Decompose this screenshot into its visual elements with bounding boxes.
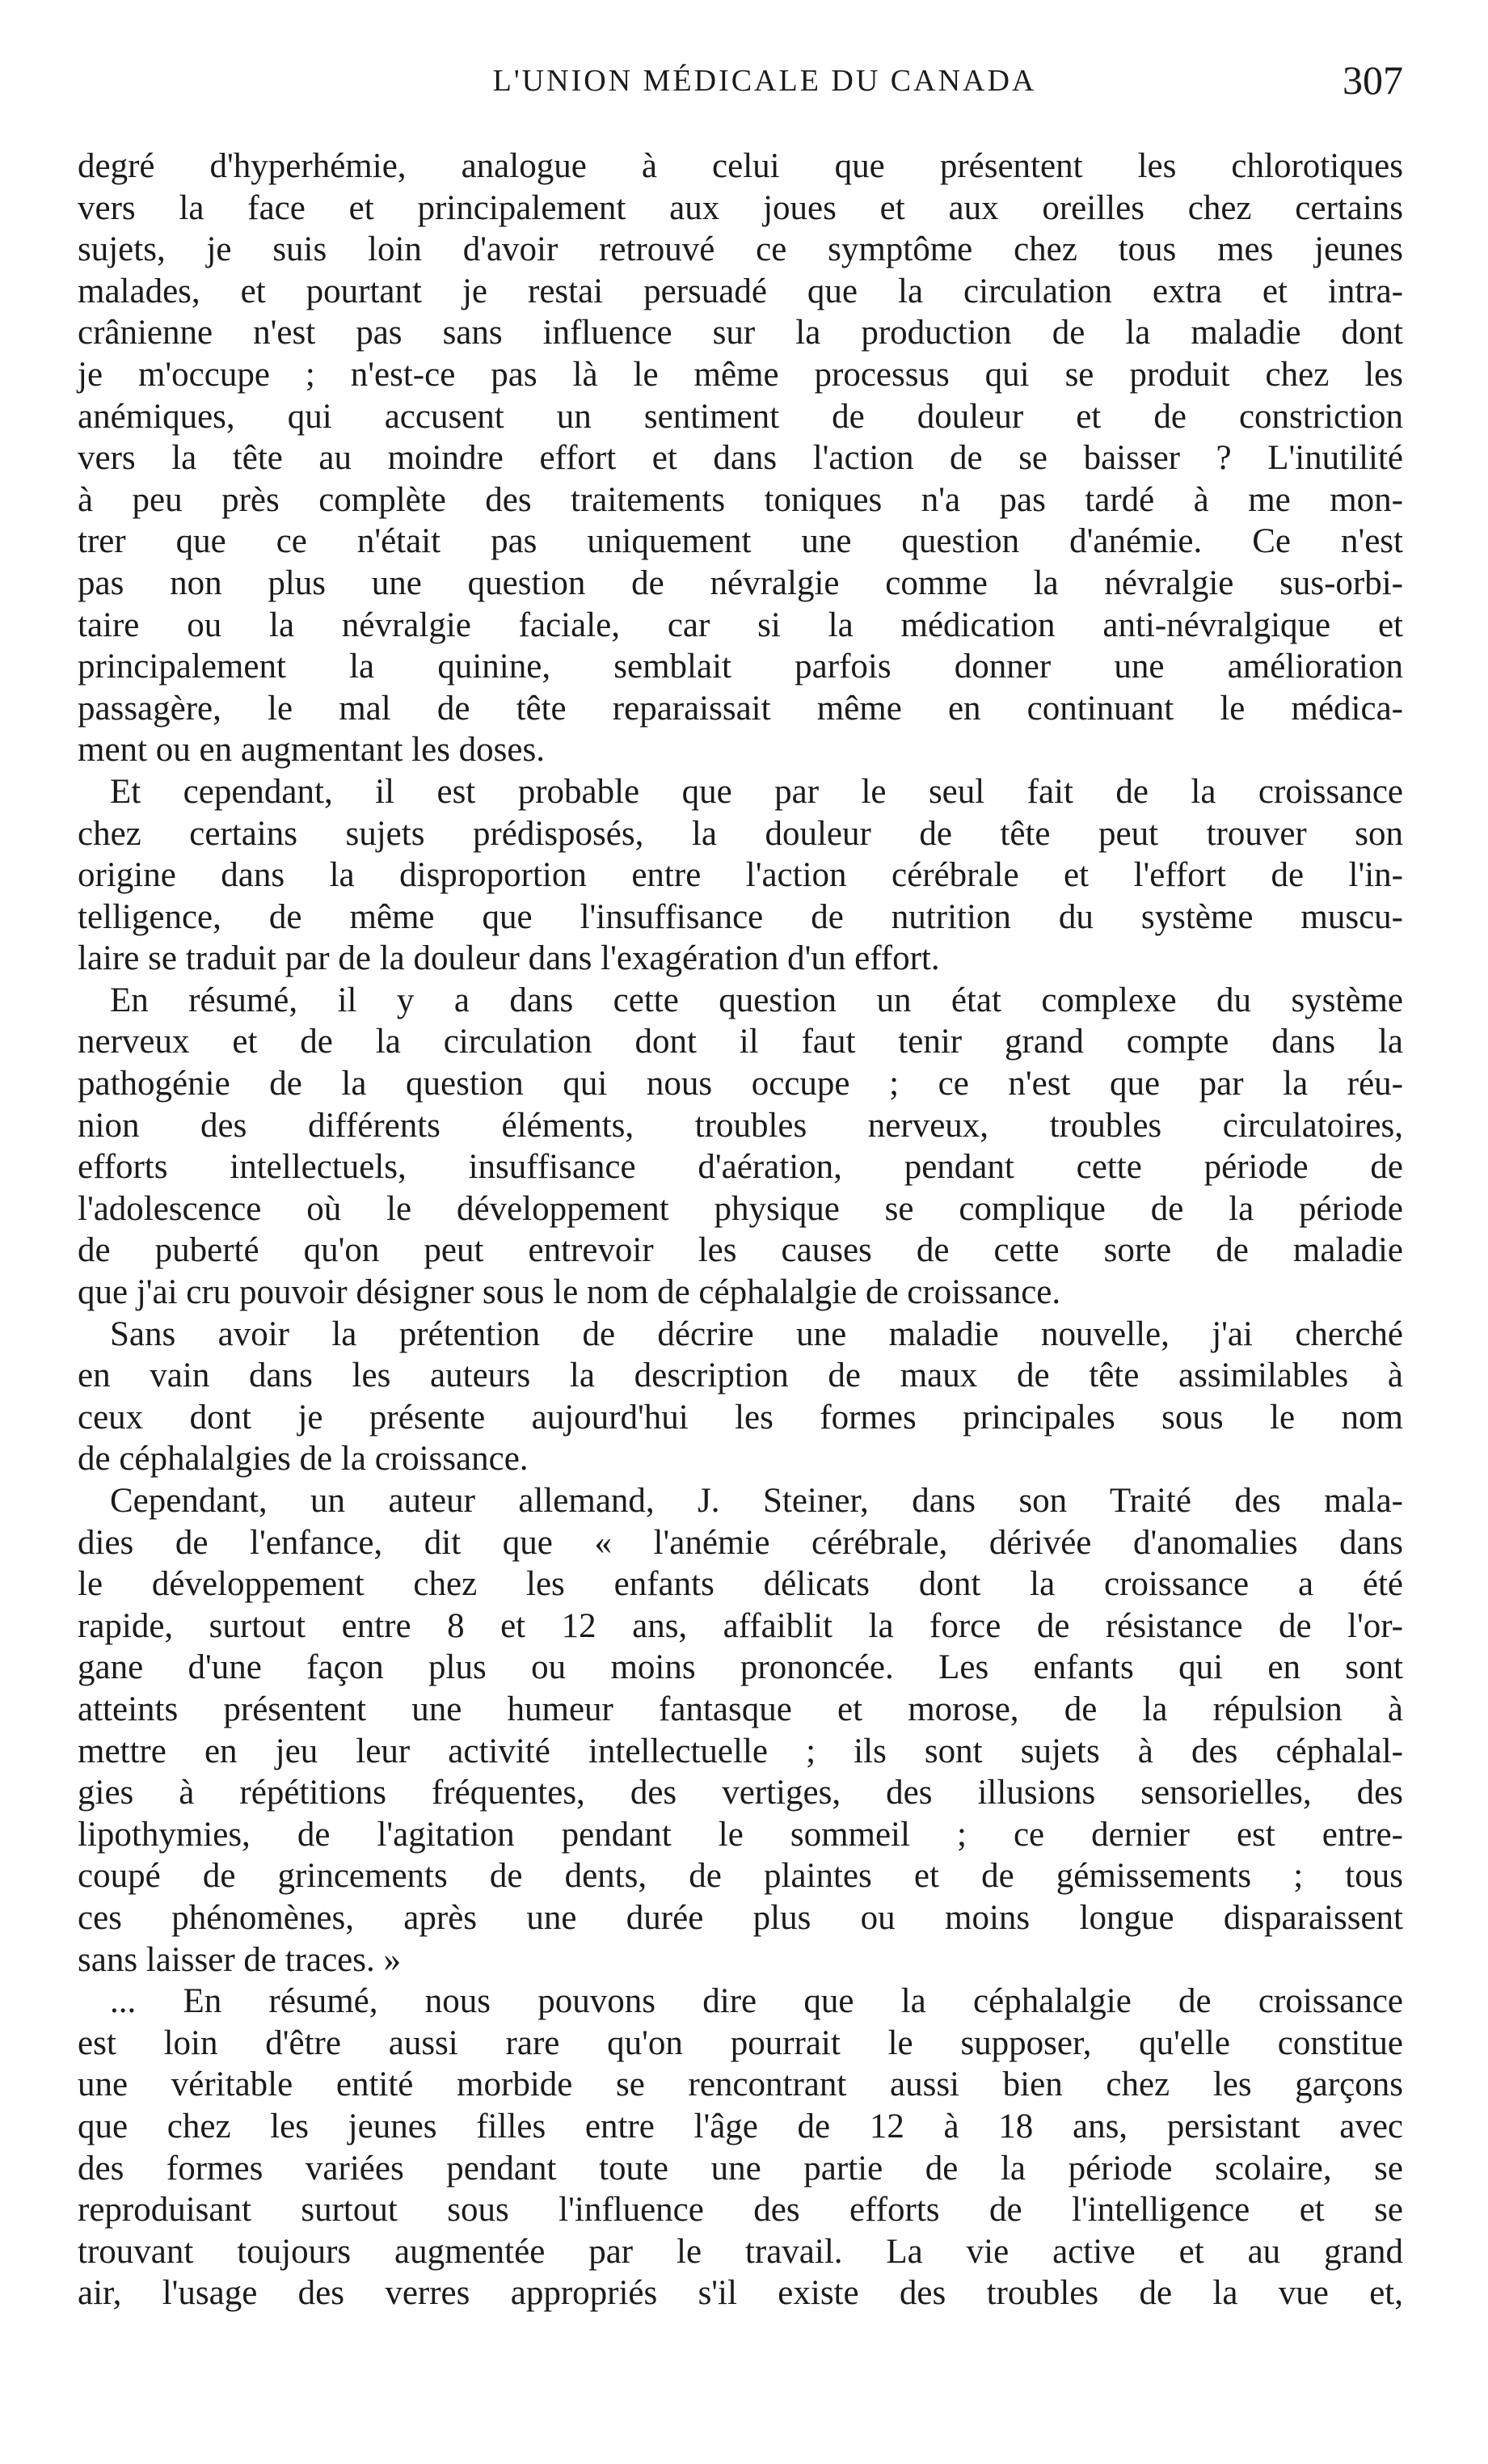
- text-line: pas non plus une question de névralgie comme la névralgie sus-orbi-: [78, 563, 1403, 602]
- text-line: ces phénomènes, après une durée plus ou moins longue disparaissent: [78, 1898, 1403, 1937]
- text-line: laire se traduit par de la douleur dans l'exagération d'un effort.: [78, 939, 940, 978]
- text-line: air, l'usage des verres appropriés s'il existe des troubles de la vue et,: [78, 2274, 1403, 2313]
- text-line: crânienne n'est pas sans influence sur la production de la maladie dont: [78, 314, 1403, 352]
- text-line: nion des différents éléments, troubles nerveux, troubles circulatoires,: [78, 1106, 1403, 1145]
- text-line: passagère, le mal de tête reparaissait même en continuant le médica-: [78, 689, 1403, 728]
- text-line: vers la tête au moindre effort et dans l'action de se baisser ? L'inutilité: [78, 439, 1403, 478]
- text-line: que chez les jeunes filles entre l'âge de 12 à 18 ans, persistant avec: [78, 2107, 1403, 2145]
- text-line: pathogénie de la question qui nous occupe ; ce n'est que par la réu-: [78, 1065, 1403, 1103]
- text-line: principalement la quinine, semblait parfois donner une amélioration: [78, 648, 1403, 686]
- page-header: [78, 57, 1403, 112]
- text-line: sujets, je suis loin d'avoir retrouvé ce symptôme chez tous mes jeunes: [78, 230, 1403, 269]
- text-line: de céphalalgies de la croissance.: [78, 1440, 529, 1479]
- running-title: L'UNION MÉDICALE DU CANADA: [492, 64, 1037, 98]
- text-line: est loin d'être aussi rare qu'on pourrait le supposer, qu'elle constitue: [78, 2023, 1403, 2062]
- text-line: reproduisant surtout sous l'influence des efforts de l'intelligence et se: [78, 2191, 1403, 2230]
- text-line: trer que ce n'était pas uniquement une question d'anémie. Ce n'est: [78, 522, 1403, 561]
- text-line: à peu près complète des traitements toniques n'a pas tardé à me mon-: [78, 480, 1403, 519]
- page-number: 307: [1343, 57, 1403, 103]
- text-line: efforts intellectuels, insuffisance d'aération, pendant cette période de: [78, 1148, 1403, 1187]
- text-line: trouvant toujours augmentée par le travail. La vie active et au grand: [78, 2232, 1403, 2271]
- text-line: ... En résumé, nous pouvons dire que la céphalalgie de croissance: [110, 1982, 1403, 2021]
- text-line: gies à répétitions fréquentes, des vertiges, des illusions sensorielles, des: [78, 1774, 1403, 1812]
- text-line: le développement chez les enfants délicats dont la croissance a été: [78, 1565, 1403, 1604]
- text-line: coupé de grincements de dents, de plaintes et de gémissements ; tous: [78, 1857, 1403, 1896]
- text-line: vers la face et principalement aux joues et aux oreilles chez certains: [78, 188, 1403, 227]
- text-line: en vain dans les auteurs la description de maux de tête assimilables à: [78, 1356, 1403, 1395]
- text-line: l'adolescence où le développement physique se complique de la période: [78, 1189, 1403, 1228]
- text-line: dies de l'enfance, dit que « l'anémie cérébrale, dérivée d'anomalies dans: [78, 1523, 1403, 1562]
- text-line: je m'occupe ; n'est-ce pas là le même processus qui se produit chez les: [78, 355, 1403, 394]
- text-line: atteints présentent une humeur fantasque et morose, de la répulsion à: [78, 1690, 1403, 1728]
- text-line: une véritable entité morbide se rencontrant aussi bien chez les garçons: [78, 2065, 1403, 2104]
- text-line: chez certains sujets prédisposés, la douleur de tête peut trouver son: [78, 814, 1403, 853]
- text-line: ceux dont je présente aujourd'hui les formes principales sous le nom: [78, 1398, 1403, 1437]
- text-line: taire ou la névralgie faciale, car si la médication anti-névralgique et: [78, 605, 1403, 644]
- body-text: [78, 146, 1403, 2314]
- text-line: Cependant, un auteur allemand, J. Steiner, dans son Traité des mala-: [110, 1482, 1403, 1520]
- text-line: mettre en jeu leur activité intellectuelle ; ils sont sujets à des céphalal-: [78, 1732, 1403, 1770]
- text-line: ment ou en augmentant les doses.: [78, 731, 545, 770]
- text-line: malades, et pourtant je restai persuadé que la circulation extra et intra-: [78, 272, 1403, 310]
- text-line: anémiques, qui accusent un sentiment de douleur et de constriction: [78, 397, 1403, 436]
- text-line: Et cependant, il est probable que par le seul fait de la croissance: [110, 772, 1403, 811]
- text-line: que j'ai cru pouvoir désigner sous le nom de céphalalgie de croissance.: [78, 1273, 1061, 1312]
- text-line: origine dans la disproportion entre l'action cérébrale et l'effort de l'in-: [78, 856, 1403, 895]
- text-line: de puberté qu'on peut entrevoir les causes de cette sorte de maladie: [78, 1231, 1403, 1270]
- text-line: rapide, surtout entre 8 et 12 ans, affaiblit la force de résistance de l'or-: [78, 1606, 1403, 1645]
- text-line: telligence, de même que l'insuffisance de nutrition du système muscu-: [78, 897, 1403, 936]
- text-line: En résumé, il y a dans cette question un état complexe du système: [110, 981, 1403, 1019]
- text-line: Sans avoir la prétention de décrire une maladie nouvelle, j'ai cherché: [110, 1314, 1403, 1353]
- text-line: sans laisser de traces. »: [78, 1940, 401, 1979]
- text-line: des formes variées pendant toute une partie de la période scolaire, se: [78, 2149, 1403, 2188]
- text-line: nerveux et de la circulation dont il faut tenir grand compte dans la: [78, 1023, 1403, 1061]
- text-line: lipothymies, de l'agitation pendant le sommeil ; ce dernier est entre-: [78, 1815, 1403, 1854]
- text-line: gane d'une façon plus ou moins prononcée. Les enfants qui en sont: [78, 1648, 1403, 1687]
- text-line: degré d'hyperhémie, analogue à celui que présentent les chlorotiques: [78, 147, 1403, 185]
